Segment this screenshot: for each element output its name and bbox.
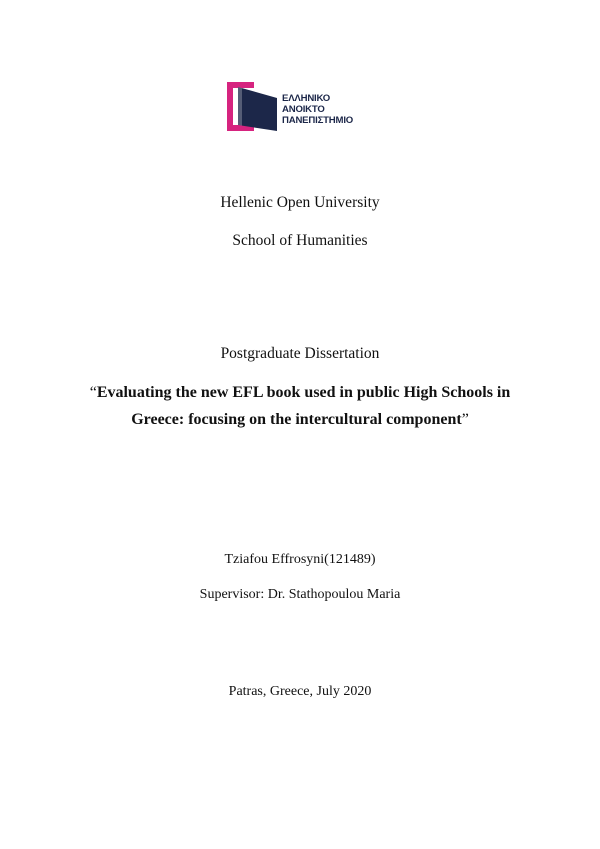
- logo-line-2: ΑΝΟΙΚΤΟ: [282, 104, 325, 115]
- document-type: Postgraduate Dissertation: [220, 345, 380, 362]
- university-logo-icon: [227, 82, 279, 131]
- dissertation-title-line-2: [0, 411, 600, 429]
- school-name: School of Humanities: [232, 232, 368, 249]
- dissertation-title-line-1: [0, 384, 600, 402]
- title-close-quote: ”: [461, 411, 469, 428]
- title-open-quote: “: [89, 384, 97, 401]
- institution-name: Hellenic Open University: [220, 194, 380, 211]
- author-name: Tziafou Effrosyni(121489): [224, 552, 376, 567]
- title-line-2-text: Greece: focusing on the intercultural component: [131, 411, 462, 428]
- title-line-1-text: Evaluating the new EFL book used in public High Schools in: [96, 384, 511, 401]
- place-and-date: Patras, Greece, July 2020: [228, 684, 372, 699]
- supervisor-name: Supervisor: Dr. Stathopoulou Maria: [199, 587, 401, 602]
- university-logo: [227, 82, 377, 132]
- logo-line-1: ΕΛΛΗΝΙΚΟ: [282, 93, 331, 104]
- logo-wordmark: [282, 93, 353, 126]
- logo-line-3: ΠΑΝΕΠΙΣΤΗΜΙΟ: [282, 115, 354, 126]
